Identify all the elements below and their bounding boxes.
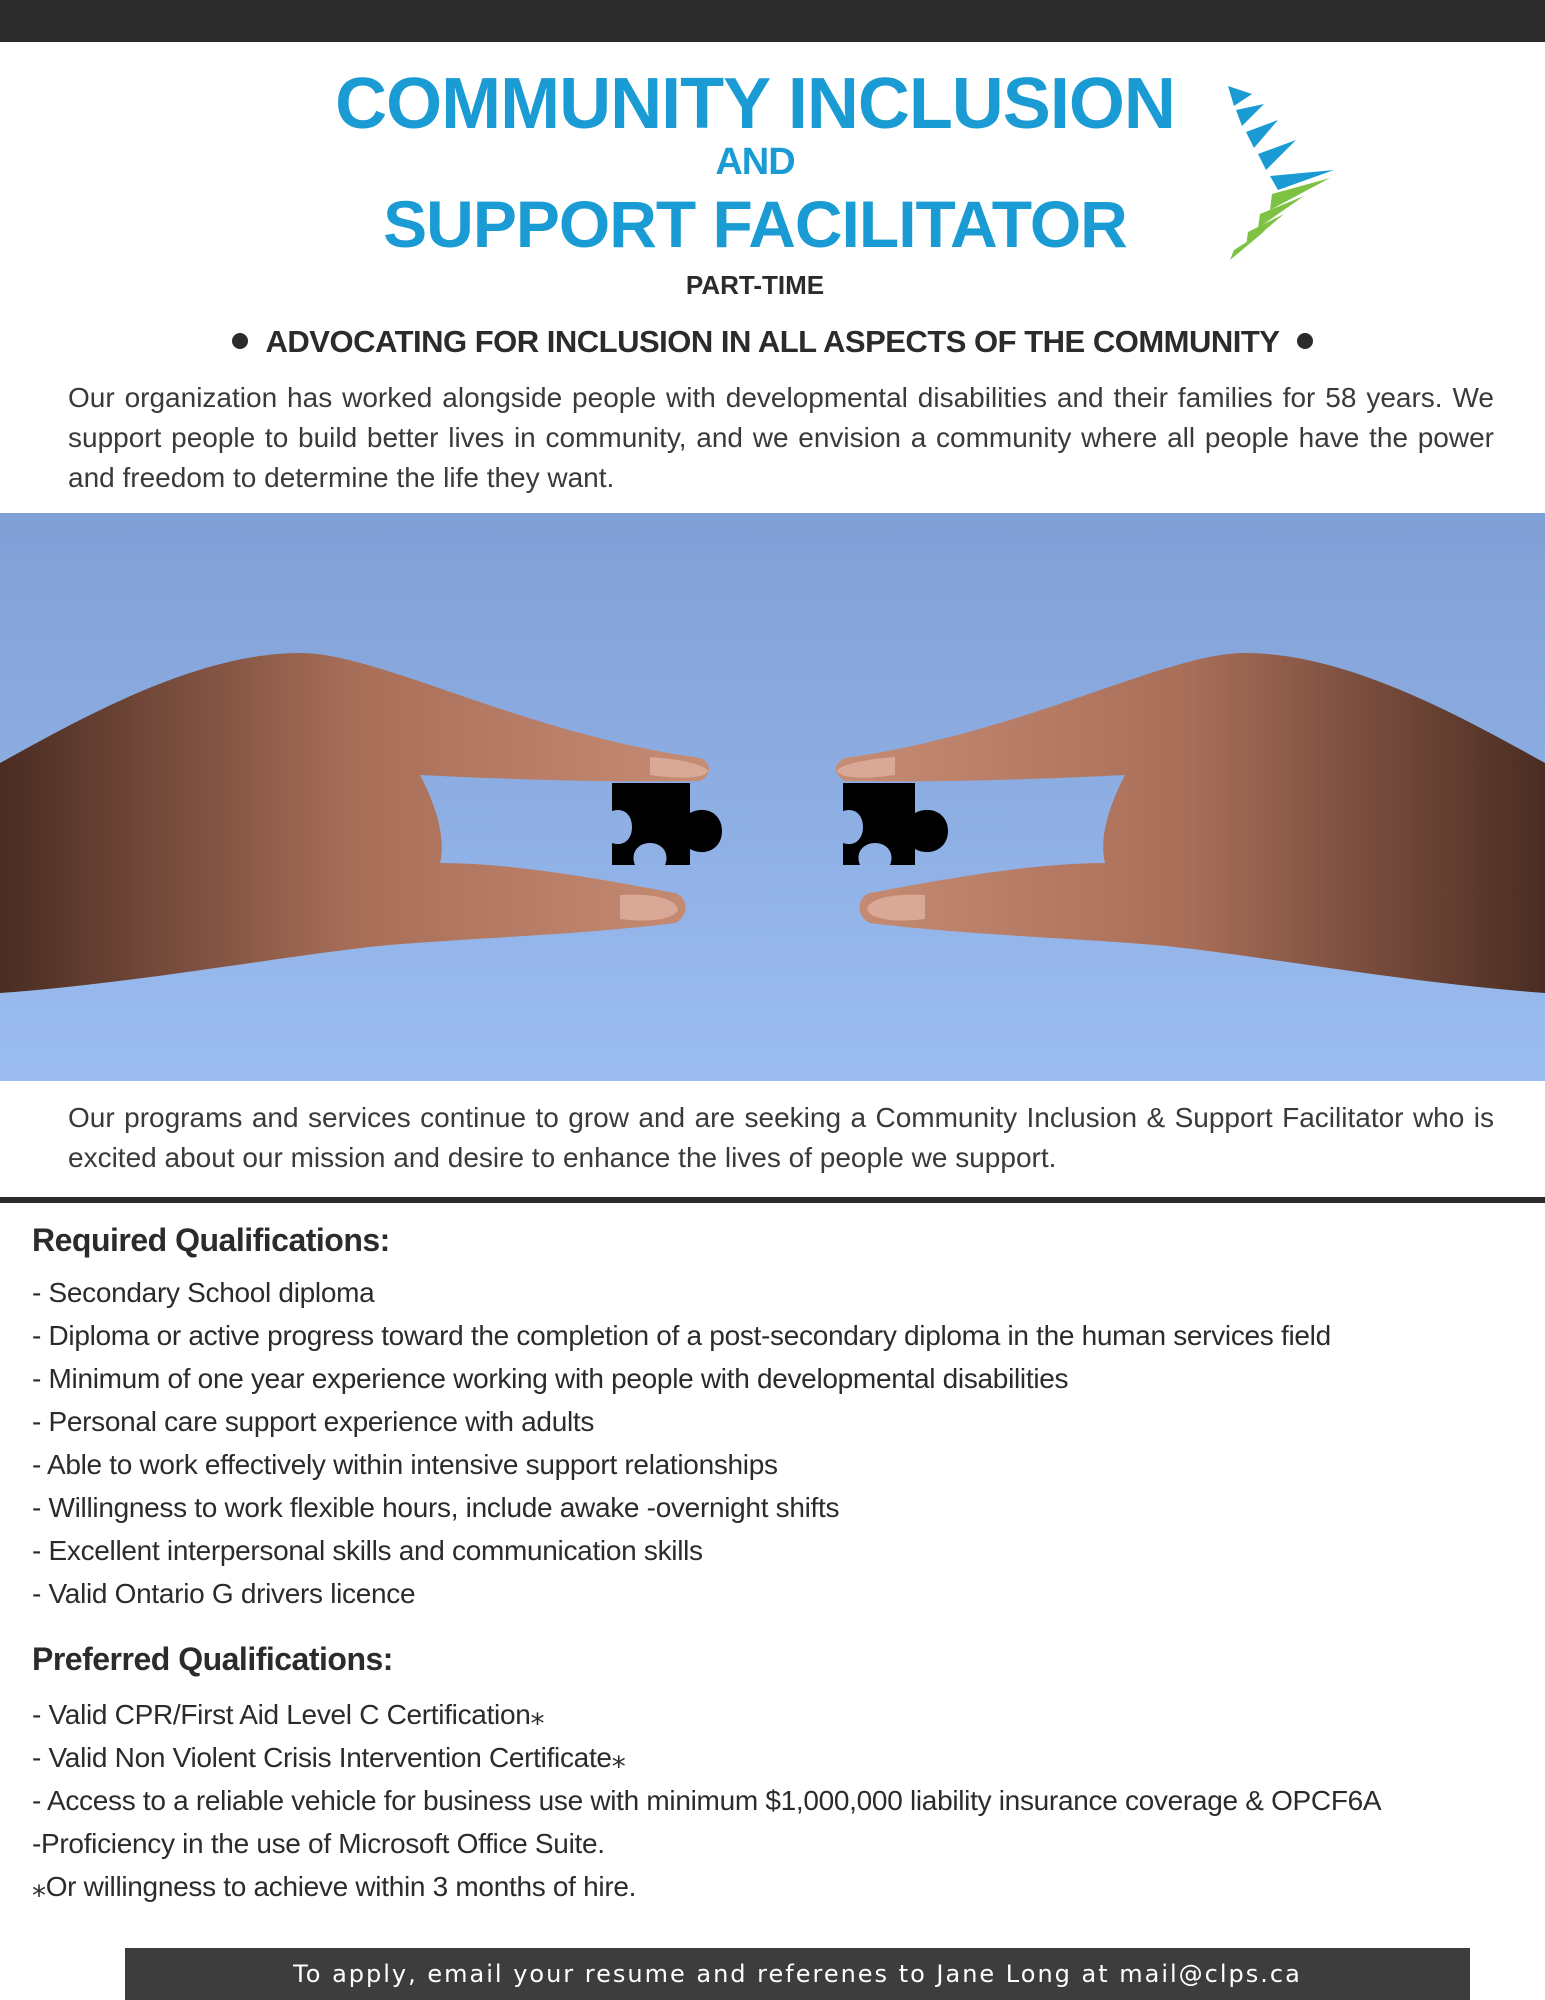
list-item: - Excellent interpersonal skills and communication skills <box>32 1535 703 1566</box>
list-item: - Willingness to work flexible hours, include awake -overnight shifts <box>32 1492 840 1523</box>
preferred-qualifications-heading: Preferred Qualifications: <box>32 1641 393 1677</box>
list-item: - Valid Non Violent Crisis Intervention Certificate⁎ <box>32 1742 626 1773</box>
list-item: - Minimum of one year experience working with people with developmental disabilities <box>32 1363 1069 1394</box>
tagline <box>0 324 1545 360</box>
programs-paragraph: Our programs and services continue to grow and are seeking a Community Inclusion & Support Facilitator who is excited about our mission and desire to enhance the lives of people we support. <box>68 1102 1494 1173</box>
top-bar <box>0 0 1545 42</box>
list-item: - Valid Ontario G drivers licence <box>32 1578 416 1609</box>
required-qualifications-list <box>32 1271 1331 1615</box>
tagline-text: ADVOCATING FOR INCLUSION IN ALL ASPECTS OF THE COMMUNITY <box>265 324 1280 359</box>
employment-type: PART-TIME <box>685 270 825 300</box>
title-line-3: SUPPORT FACILITATOR <box>383 187 1127 261</box>
required-qualifications-heading: Required Qualifications: <box>32 1222 390 1258</box>
title-line-1: COMMUNITY INCLUSION <box>335 64 1175 144</box>
bullet-dot-icon <box>1297 333 1313 349</box>
section-divider <box>0 1197 1545 1203</box>
list-item: - Secondary School diploma <box>32 1277 375 1308</box>
list-item: - Able to work effectively within intensive support relationships <box>32 1449 778 1480</box>
apply-footer: To apply, email your resume and referenes to Jane Long at mail@clps.ca <box>125 1948 1470 2000</box>
list-item: -Proficiency in the use of Microsoft Office Suite. <box>32 1828 605 1859</box>
preferred-qualifications-list <box>32 1693 1381 1908</box>
organization-logo-icon <box>1226 82 1338 262</box>
list-item: - Diploma or active progress toward the completion of a post-secondary diploma in the human services field <box>32 1320 1331 1351</box>
hands-puzzle-image <box>0 513 1545 1081</box>
list-item: - Valid CPR/First Aid Level C Certification⁎ <box>32 1699 545 1730</box>
list-item: - Personal care support experience with adults <box>32 1406 595 1437</box>
list-item: - Access to a reliable vehicle for business use with minimum $1,000,000 liability insurance coverage & OPCF6A <box>32 1785 1382 1816</box>
bullet-dot-icon <box>232 333 248 349</box>
title-line-2: AND <box>715 141 795 183</box>
intro-paragraph: Our organization has worked alongside people with developmental disabilities and their families for 58 years. We support people to build better lives in community, and we envision a community where all people have the power and freedom to determine the life they want. <box>68 382 1494 493</box>
list-item: ⁎Or willingness to achieve within 3 months of hire. <box>32 1871 637 1902</box>
